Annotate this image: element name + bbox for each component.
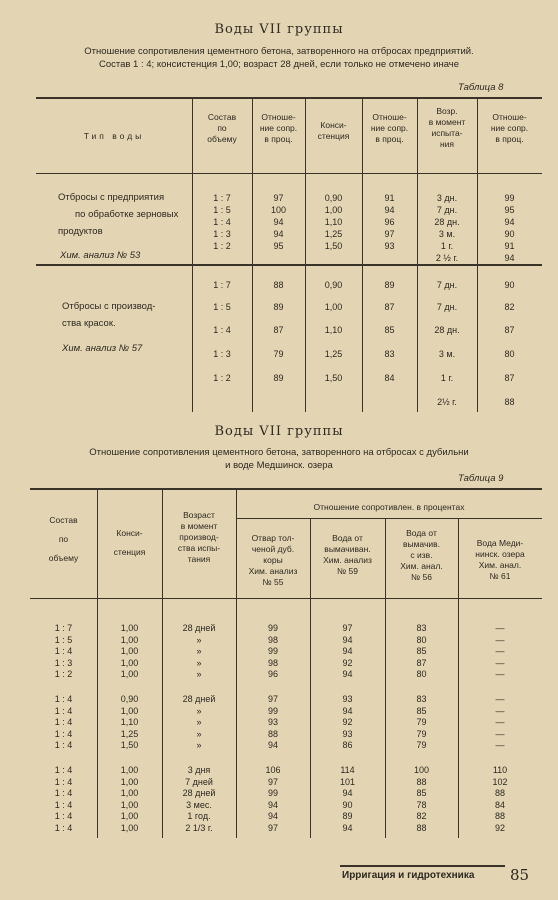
t9-col1-cell: 98	[267, 635, 278, 645]
t9-col1-cell: 97	[267, 694, 278, 704]
t9-composition-cell: 1 : 3	[54, 658, 73, 668]
t9-col3-cell: 79	[416, 729, 427, 739]
group1-ratio2-cell: 93	[384, 241, 395, 251]
group1-ratio2-cell: 96	[384, 217, 395, 227]
t9-col2-cell: 94	[342, 706, 353, 716]
t9-composition-cell: 1 : 4	[54, 777, 73, 787]
t9-col4-cell: 88	[494, 811, 505, 821]
t9-consistency-cell: 1,00	[120, 800, 139, 810]
header-composition: Состав по объему	[207, 112, 237, 144]
section1-caption-line1: Отношение сопротивления цементного бетона, затворенного на отбросах предприятий.	[84, 46, 474, 57]
t9-consistency-cell: 1,00	[120, 788, 139, 798]
group2-composition-cell: 1 : 3	[213, 349, 231, 359]
group1-ratio2-cell: 91	[384, 193, 395, 203]
group2-age-cell: 7 дн.	[436, 302, 458, 312]
t9-col3-cell: 79	[416, 717, 427, 727]
t9-composition-cell: 1 : 4	[54, 788, 73, 798]
t9-consistency-cell: 1,00	[120, 623, 139, 633]
t9-consistency-cell: 1,10	[120, 717, 139, 727]
t9-col3-cell: 78	[416, 800, 427, 810]
t9-col2-cell: 114	[340, 765, 355, 775]
t9-col1-cell: 93	[267, 717, 278, 727]
group2-ratio2-cell: 89	[384, 280, 395, 290]
group1-consistency-cell: 1,00	[324, 205, 343, 215]
t9-col2-cell: 94	[342, 788, 353, 798]
table8-label: Таблица 8	[458, 82, 504, 93]
group1-ratio3-cell: 94	[504, 253, 515, 263]
t9-col4-cell: 92	[494, 823, 505, 833]
group2-consistency-cell: 1,50	[324, 373, 343, 383]
t9-col1-cell: 99	[267, 788, 278, 798]
t9-consistency-cell: 1,50	[120, 740, 139, 750]
t9-col4-cell: 88	[494, 788, 505, 798]
t9-consistency-cell: 1,25	[120, 729, 139, 739]
group2-ratio1-cell: 89	[273, 302, 284, 312]
t9-header-col1: Отвар тол- ченой дуб. коры Хим. анализ № 55	[248, 533, 298, 587]
t9-col2-cell: 101	[339, 777, 356, 787]
t9-col4-cell: —	[495, 646, 505, 656]
section2-title: Воды VII группы	[214, 424, 344, 439]
group2-age-cell: 1 г.	[440, 373, 454, 383]
t9-col1-cell: 88	[267, 729, 278, 739]
header-ratio2: Отноше- ние сопр. в проц.	[370, 112, 409, 144]
t9-col2-cell: 89	[342, 811, 353, 821]
t9-col4-cell: —	[495, 658, 505, 668]
t9-composition-cell: 1 : 2	[54, 669, 73, 679]
t9-age-cell: 28 дней	[182, 694, 216, 704]
t9-composition-cell: 1 : 4	[54, 800, 73, 810]
t9-col2-cell: 94	[342, 646, 353, 656]
t9-col1-cell: 106	[265, 765, 281, 775]
t9-consistency-cell: 1,00	[120, 777, 139, 787]
group1-composition-cell: 1 : 7	[213, 193, 231, 203]
t9-consistency-cell: 1,00	[120, 635, 139, 645]
group1-ratio1-cell: 94	[273, 217, 284, 227]
t9-age-cell: »	[196, 669, 202, 679]
t9-composition-cell: 1 : 5	[54, 635, 73, 645]
t9-col4-cell: —	[495, 635, 505, 645]
group2-ratio3-cell: 87	[504, 373, 515, 383]
t9-consistency-cell: 1,00	[120, 823, 139, 833]
header-age: Возр. в момент испыта- ния	[428, 106, 466, 149]
t9-header-consistency: Конси- стенция	[113, 528, 146, 557]
header-consistency: Конси- стенция	[317, 120, 350, 141]
t9-age-cell: 28 дней	[182, 623, 216, 633]
group1-consistency-cell: 1,25	[324, 229, 343, 239]
t9-consistency-cell: 1,00	[120, 658, 139, 668]
group1-ratio1-cell: 94	[273, 229, 284, 239]
group2-ratio2-cell: 83	[384, 349, 395, 359]
t9-composition-cell: 1 : 4	[54, 740, 73, 750]
group1-age-cell: 2 ½ г.	[435, 253, 459, 263]
t9-col1-cell: 99	[267, 623, 278, 633]
group2-ratio1-cell: 79	[273, 349, 284, 359]
t9-col3-cell: 88	[416, 823, 427, 833]
group2-ratio1-cell: 87	[273, 325, 284, 335]
t9-col1-cell: 97	[267, 823, 278, 833]
t9-col1-cell: 99	[267, 706, 278, 716]
t9-header-composition: Состав по объему	[48, 515, 79, 563]
group2-ratio2-cell: 85	[384, 325, 395, 335]
group1-consistency-cell: 1,10	[324, 217, 343, 227]
t9-col2-cell: 86	[342, 740, 353, 750]
group2-ratio1-cell: 89	[273, 373, 284, 383]
t9-col2-cell: 93	[342, 729, 353, 739]
group2-composition-cell: 1 : 2	[213, 373, 231, 383]
group2-consistency-cell: 0,90	[324, 280, 343, 290]
t9-composition-cell: 1 : 4	[54, 694, 73, 704]
group1-ratio3-cell: 99	[504, 193, 515, 203]
t9-composition-cell: 1 : 4	[54, 646, 73, 656]
t9-col3-cell: 88	[416, 777, 427, 787]
t9-col3-cell: 80	[416, 669, 427, 679]
t9-col3-cell: 85	[416, 646, 427, 656]
table9-label: Таблица 9	[458, 473, 504, 484]
header-water-type: Тип воды	[83, 131, 145, 141]
group1-consistency-cell: 0,90	[324, 193, 343, 203]
t9-col2-cell: 94	[342, 635, 353, 645]
group1-ratio3-cell: 91	[504, 241, 515, 251]
t9-age-cell: »	[196, 658, 202, 668]
group2-ratio1-cell: 88	[273, 280, 284, 290]
group1-age-cell: 1 г.	[440, 241, 454, 251]
group1-label-line1: Отбросы с предприятия	[58, 192, 165, 203]
t9-col2-cell: 97	[342, 623, 353, 633]
t9-col1-cell: 99	[267, 646, 278, 656]
t9-col2-cell: 90	[342, 800, 353, 810]
t9-col3-cell: 83	[416, 694, 427, 704]
t9-col4-cell: —	[495, 669, 505, 679]
group2-ratio3-cell: 82	[504, 302, 515, 312]
t9-consistency-cell: 1,00	[120, 765, 139, 775]
group1-ratio1-cell: 95	[273, 241, 284, 251]
t9-col2-cell: 94	[342, 669, 353, 679]
page-number: 85	[510, 866, 530, 884]
t9-composition-cell: 1 : 4	[54, 729, 73, 739]
t9-col4-cell: —	[495, 694, 505, 704]
header-ratio1: Отноше- ние сопр. в проц.	[259, 112, 298, 144]
t9-col3-cell: 100	[413, 765, 430, 775]
t9-composition-cell: 1 : 4	[54, 765, 73, 775]
group2-ratio3-cell: 88	[504, 397, 515, 407]
t9-age-cell: »	[196, 646, 202, 656]
t9-col2-cell: 92	[342, 717, 353, 727]
t9-consistency-cell: 1,00	[120, 646, 139, 656]
t9-col3-cell: 79	[416, 740, 427, 750]
header-ratio3: Отноше- ние сопр. в проц.	[490, 112, 529, 144]
group2-composition-cell: 1 : 4	[213, 325, 231, 335]
group1-ratio3-cell: 95	[504, 205, 515, 215]
t9-header-col4: Вода Меди- нинск. озера Хим. анал. № 61	[475, 538, 525, 581]
group2-ratio3-cell: 90	[504, 280, 515, 290]
t9-col1-cell: 97	[267, 777, 278, 787]
section2-caption-line1: Отношение сопротивления цементного бетона, затворенного на отбросах с дубильни	[89, 447, 469, 458]
t9-age-cell: 1 год.	[187, 811, 211, 821]
t9-age-cell: »	[196, 729, 202, 739]
group1-consistency-cell: 1,50	[324, 241, 343, 251]
section1-title: Воды VII группы	[214, 22, 344, 37]
t9-col1-cell: 94	[267, 740, 278, 750]
t9-age-cell: »	[196, 706, 202, 716]
group1-age-cell: 3 м.	[438, 229, 456, 239]
group2-composition-cell: 1 : 7	[213, 280, 231, 290]
t9-composition-cell: 1 : 4	[54, 717, 73, 727]
t9-consistency-cell: 1,00	[120, 669, 139, 679]
group1-age-cell: 28 дн.	[434, 217, 460, 227]
t9-col1-cell: 98	[267, 658, 278, 668]
t9-consistency-cell: 1,00	[120, 811, 139, 821]
t9-col3-cell: 82	[416, 811, 427, 821]
t9-col4-cell: —	[495, 717, 505, 727]
t9-age-cell: 7 дней	[185, 777, 213, 787]
t9-col2-cell: 93	[342, 694, 353, 704]
group2-label-line2: ства красок.	[62, 318, 116, 329]
t9-age-cell: »	[196, 635, 202, 645]
group1-label-line3: продуктов	[58, 226, 103, 237]
running-title: Ирригация и гидротехника	[342, 870, 475, 881]
t9-col3-cell: 80	[416, 635, 427, 645]
t9-col1-cell: 96	[267, 669, 278, 679]
group1-age-cell: 3 дн.	[436, 193, 458, 203]
t9-header-group: Отношение сопротивлен. в процентах	[313, 502, 465, 512]
group1-ratio3-cell: 90	[504, 229, 515, 239]
t9-col3-cell: 85	[416, 788, 427, 798]
t9-age-cell: »	[196, 740, 202, 750]
t9-col1-cell: 94	[267, 811, 278, 821]
t9-age-cell: 28 дней	[182, 788, 216, 798]
group1-composition-cell: 1 : 4	[213, 217, 231, 227]
t9-col4-cell: —	[495, 706, 505, 716]
group1-analysis: Хим. анализ № 53	[60, 250, 141, 261]
group1-ratio2-cell: 94	[384, 205, 395, 215]
t9-col3-cell: 85	[416, 706, 427, 716]
t9-col4-cell: 84	[494, 800, 505, 810]
t9-col4-cell: 110	[492, 765, 508, 775]
t9-col2-cell: 94	[342, 823, 353, 833]
group1-composition-cell: 1 : 5	[213, 205, 231, 215]
group2-consistency-cell: 1,10	[324, 325, 343, 335]
t9-col4-cell: —	[495, 623, 505, 633]
t9-header-col3: Вода от вымачив. с изв. Хим. анал. № 56	[400, 528, 443, 582]
t9-composition-cell: 1 : 4	[54, 811, 73, 821]
t9-col2-cell: 92	[342, 658, 353, 668]
section2-caption-line2: и воде Медшинск. озера	[225, 460, 333, 471]
group1-label-line2: по обработке зерновых	[75, 209, 179, 220]
t9-col4-cell: 102	[492, 777, 508, 787]
t9-age-cell: 2 1/3 г.	[185, 823, 213, 833]
group2-consistency-cell: 1,25	[324, 349, 343, 359]
t9-composition-cell: 1 : 4	[54, 706, 73, 716]
group2-analysis: Хим. анализ № 57	[62, 343, 143, 354]
t9-header-col2: Вода от вымачиван. Хим. анализ № 59	[323, 533, 372, 576]
t9-col4-cell: —	[495, 740, 505, 750]
t9-col1-cell: 94	[267, 800, 278, 810]
t9-col3-cell: 87	[416, 658, 427, 668]
group2-age-cell: 28 дн.	[434, 325, 460, 335]
t9-age-cell: 3 мес.	[186, 800, 212, 810]
t9-col4-cell: —	[495, 729, 505, 739]
group2-ratio2-cell: 84	[384, 373, 395, 383]
section1-caption-line2: Состав 1 : 4; консистенция 1,00; возраст 28 дней, если только не отмечено иначе	[98, 59, 460, 70]
t9-age-cell: 3 дня	[187, 765, 211, 775]
group2-label-line1: Отбросы с производ-	[62, 301, 156, 312]
t9-col3-cell: 83	[416, 623, 427, 633]
group2-age-cell: 3 м.	[438, 349, 456, 359]
t9-header-age: Возраст в момент производ- ства испы- тания	[177, 510, 221, 564]
t9-composition-cell: 1 : 7	[54, 623, 73, 633]
t9-consistency-cell: 0,90	[120, 694, 139, 704]
group1-ratio2-cell: 97	[384, 229, 395, 239]
group1-age-cell: 7 дн.	[436, 205, 458, 215]
group2-ratio3-cell: 80	[504, 349, 515, 359]
group2-composition-cell: 1 : 5	[213, 302, 231, 312]
group2-age-cell: 2½ г.	[437, 397, 457, 407]
t9-consistency-cell: 1,00	[120, 706, 139, 716]
group2-consistency-cell: 1,00	[324, 302, 343, 312]
group1-composition-cell: 1 : 3	[213, 229, 231, 239]
group2-age-cell: 7 дн.	[436, 280, 458, 290]
group1-composition-cell: 1 : 2	[213, 241, 231, 251]
group1-ratio1-cell: 97	[273, 193, 284, 203]
group1-ratio1-cell: 100	[270, 205, 287, 215]
group2-ratio3-cell: 87	[504, 325, 515, 335]
t9-composition-cell: 1 : 4	[54, 823, 73, 833]
group1-ratio3-cell: 94	[504, 217, 515, 227]
group2-ratio2-cell: 87	[384, 302, 395, 312]
t9-age-cell: »	[196, 717, 202, 727]
